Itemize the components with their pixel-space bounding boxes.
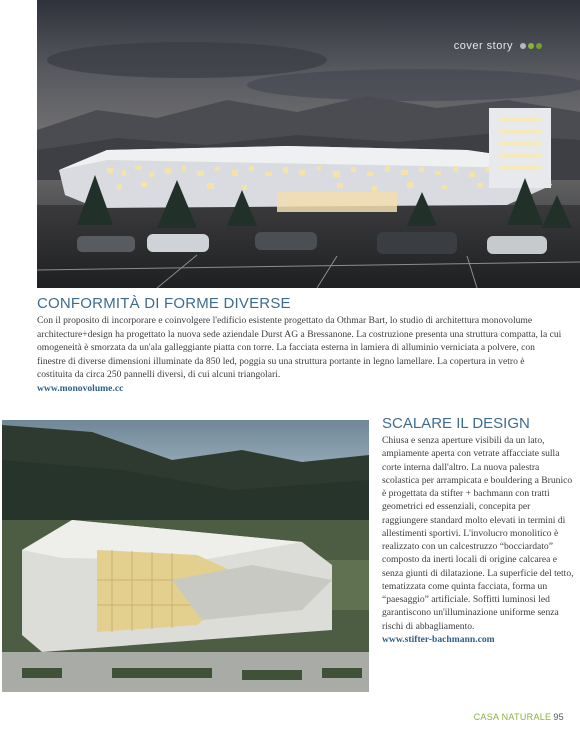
page-footer	[474, 712, 564, 722]
page-number: 95	[553, 712, 564, 722]
article1-title: CONFORMITÀ DI FORME DIVERSE	[37, 295, 291, 312]
section-label-text: cover story	[453, 40, 513, 52]
section-dots	[520, 43, 542, 49]
article1-body	[37, 314, 562, 395]
article2-link[interactable]: www.stifter-bachmann.com	[382, 633, 495, 645]
article2-title: SCALARE IL DESIGN	[382, 415, 530, 432]
article1-link[interactable]: www.monovolume.cc	[37, 382, 124, 394]
magazine-name: CASA NATURALE	[473, 712, 552, 722]
climbing-gym-photo	[2, 420, 369, 692]
dot-icon	[528, 43, 534, 49]
article1-body-text: Con il proposito di incorporare e coinvolgere l'edificio esistente progettato da Othmar Bart, lo studio di architettura monovolume architecture+design ha progettato la nuova sede aziendale Durst AG a Bressanone. La costruzione presenta una struttura compatta, la cui omogeneità è smorzata da un'ala galleggiante piatta con torre. La facciata esterna in lamiera di alluminio verniciata a polvere, con finestre di diverse dimensioni illuminate da 850 led, poggia su una struttura portante in legno lamellare. La copertura in vetro è costituita da circa 250 pannelli diversi, di cui alcuni triangolari.	[37, 315, 562, 380]
dot-icon	[536, 43, 542, 49]
article2-body	[382, 434, 574, 646]
article2-body-text: Chiusa e senza aperture visibili da un lato, ampiamente aperta con vetrate affacciate sulla corte interna dall'altro. La nuova palestra scolastica per arrampicata e bouldering a Brunico è progettata da stifter + bachmann con tratti geometrici ed essenziali, concepita per raggiungere standard molto elevati in termini di allestimenti sportivi. L'involucro monolitico è realizzato con un calcestruzzo “bocciardato” composto da inerti locali di origine calcarea e senza giunti di dilatazione. La superficie del tetto, tematizzata come quinta facciata, forma un “paesaggio” artificiale. Soffitti luminosi led garantiscono un'illuminazione uniforme senza rischi di abbagliamento.	[382, 435, 574, 632]
dot-icon	[520, 43, 526, 49]
section-label	[454, 40, 542, 52]
climbing-gym-illustration	[2, 420, 369, 692]
